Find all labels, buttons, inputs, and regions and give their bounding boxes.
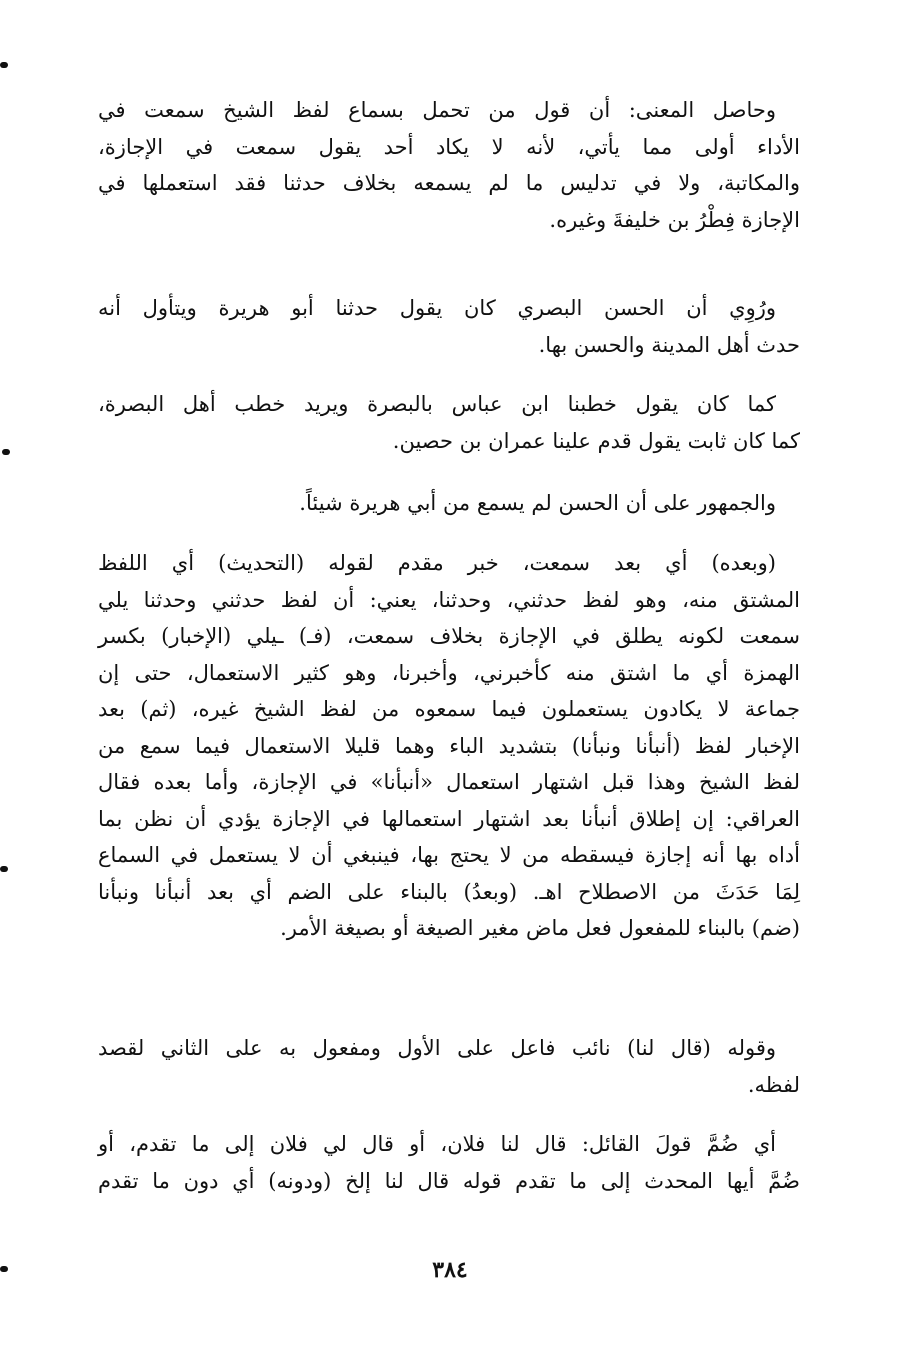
paragraph (98, 485, 800, 522)
scan-mark (0, 866, 8, 872)
text-line: أداه بها أنه إجازة فيسقطه من لا يحتج بها، فينبغي أن لا يستعمل في السماع (98, 843, 800, 867)
paragraph (98, 545, 800, 947)
paragraph (98, 290, 800, 363)
paragraph (98, 1030, 800, 1103)
scan-mark (2, 449, 10, 455)
text-line: ورُوِي أن الحسن البصري كان يقول حدثنا أبو هريرة ويتأول أنه (98, 296, 776, 320)
text-line: لفظ الشيخ وهذا قبل اشتهار استعمال «أنبأنا» في الإجازة، وأما بعده فقال (98, 770, 800, 794)
text-line: وحاصل المعنى: أن قول من تحمل بسماع لفظ الشيخ سمعت في (98, 98, 776, 122)
text-line: (ضم) بالبناء للمفعول فعل ماض مغير الصيغة أو بصيغة الأمر. (280, 916, 800, 940)
text-line: الأداء أولى مما يأتي، لأنه لا يكاد أحد يقول سمعت في الإجازة، (98, 134, 800, 159)
paragraph (98, 92, 800, 238)
text-line: سمعت لكونه يطلق في الإجازة بخلاف سمعت، (فـ) ـيلي (الإخبار) بكسر (98, 624, 800, 648)
text-line: كما كان ثابت يقول قدم علينا عمران بن حصين. (392, 428, 800, 453)
text-line: الإخبار لفظ (أنبأنا ونبأنا) بتشديد الباء وهما قليلا الاستعمال فيما سمع من (98, 733, 800, 758)
text-line: حدث أهل المدينة والحسن بها. (538, 332, 800, 357)
text-line: كما كان يقول خطبنا ابن عباس بالبصرة ويريد خطب أهل البصرة، (98, 392, 776, 416)
text-line: العراقي: إن إطلاق أنبأنا بعد اشتهار استعمالها في الإجازة يؤدي أن نظن بما (98, 806, 800, 831)
text-line: (وبعده) أي بعد سمعت، خبر مقدم لقوله (التحديث) أي اللفظ (98, 551, 776, 575)
text-line: لفظه. (747, 1072, 800, 1097)
text-line: الهمزة أي ما اشتق منه كأخبرني، وأخبرنا، وهو كثير الاستعمال، حتى إن (98, 660, 800, 685)
text-line: ضُمَّ أيها المحدث إلى ما تقدم قوله قال لنا إلخ (ودونه) أي دون ما تقدم (98, 1168, 800, 1193)
text-line: والمكاتبة، ولا في تدليس ما لم يسمعه بخلاف حدثنا فقد استعملها في (98, 171, 800, 195)
paragraph (98, 386, 800, 459)
paragraph (98, 1126, 800, 1199)
text-line: جماعة لا يكادون يستعملون فيما سمعوه من لفظ الشيخ غيره، (ثم) بعد (98, 697, 800, 721)
text-line: الإجازة فِطْرُ بن خليفةَ وغيره. (549, 207, 800, 232)
text-line: والجمهور على أن الحسن لم يسمع من أبي هريرة شيئاً. (299, 491, 776, 515)
scan-mark (0, 62, 8, 68)
text-line: أي ضُمَّ قولَ القائل: قال لنا فلان، أو قال لي فلان إلى ما تقدم، أو (98, 1132, 776, 1156)
page-number: ٣٨٤ (432, 1257, 468, 1283)
text-line: وقوله (قال لنا) نائب فاعل على الأول ومفعول به على الثاني لقصد (98, 1036, 776, 1060)
text-line: المشتق منه، وهو لفظ حدثني، وحدثنا، يعني: أن لفظ حدثني وحدثنا يلي (98, 587, 800, 612)
text-line: لِمَا حَدَثَ من الاصطلاح اهـ. (وبعدُ) بالبناء على الضم أي بعد أنبأنا ونبأنا (98, 879, 800, 904)
